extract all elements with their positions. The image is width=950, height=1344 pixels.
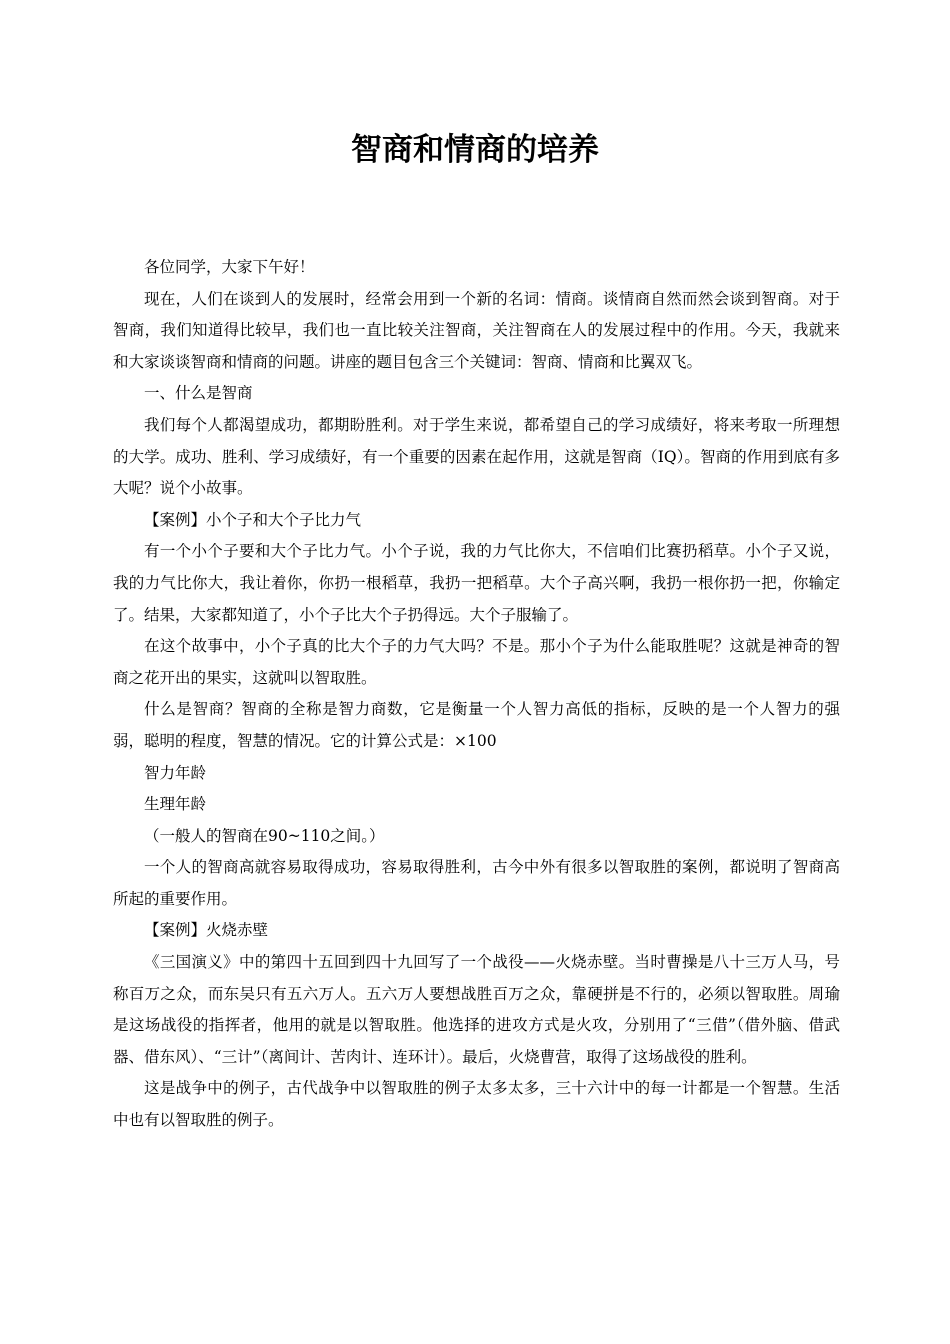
paragraph-story-analysis: 在这个故事中，小个子真的比大个子的力气大吗？不是。那小个子为什么能取胜呢？这就是神奇的智商之花开出的果实，这就叫以智取胜。	[113, 637, 840, 687]
case-heading-strength: 【案例】小个子和大个子比力气	[144, 510, 362, 529]
paragraph-iq-definition: 什么是智商？智商的全称是智力商数，它是衡量一个人智力高低的指标，反映的是一个人智力的强弱，聪明的程度，智慧的情况。它的计算公式是：×100	[113, 700, 840, 750]
paragraph-greeting: 各位同学，大家下午好！	[144, 258, 315, 276]
paragraph-story: 有一个小个子要和大个子比力气。小个子说，我的力气比你大，不信咱们比赛扔稻草。小个子又说，我的力气比你大，我让着你，你扔一根稻草，我扔一把稻草。大个子高兴啊，我扔一根你扔一把，你输定了。结果，大家都知道了，小个子比大个子扔得远。大个子服输了。	[113, 542, 840, 624]
document-title: 智商和情商的培养	[351, 132, 599, 168]
section-heading-what-is-iq: 一、什么是智商	[144, 384, 253, 403]
formula-denominator: 生理年龄	[144, 795, 207, 814]
document-body	[113, 252, 840, 1137]
case-heading-red-cliff: 【案例】火烧赤壁	[144, 921, 269, 940]
paragraph-iq-range: （一般人的智商在90~110之间。）	[144, 826, 385, 845]
formula-numerator: 智力年龄	[144, 763, 207, 782]
paragraph-red-cliff: 《三国演义》中的第四十五回到四十九回写了一个战役——火烧赤壁。当时曹操是八十三万人马，号称百万之众，而东吴只有五六万人。五六万人要想战胜百万之众，靠硬拼是不行的，必须以智取胜。周瑜是这场战役的指挥者，他用的就是以智取胜。他选择的进攻方式是火攻，分别用了“三借”（借外脑、借武器、借东风）、“三计”（离间计、苦肉计、连环计）。最后，火烧曹营，取得了这场战役的胜利。	[113, 953, 840, 1066]
paragraph-iq-importance: 一个人的智商高就容易取得成功，容易取得胜利，古今中外有很多以智取胜的案例，都说明了智商高所起的重要作用。	[113, 858, 840, 908]
paragraph-intro: 现在，人们在谈到人的发展时，经常会用到一个新的名词：情商。谈情商自然而然会谈到智商。对于智商，我们知道得比较早，我们也一直比较关注智商，关注智商在人的发展过程中的作用。今天，我就来和大家谈谈智商和情商的问题。讲座的题目包含三个关键词：智商、情商和比翼双飞。	[113, 289, 840, 371]
paragraph-success: 我们每个人都渴望成功，都期盼胜利。对于学生来说，都希望自己的学习成绩好，将来考取一所理想的大学。成功、胜利、学习成绩好，有一个重要的因素在起作用，这就是智商（IQ）。智商的作用到底有多大呢？说个小故事。	[113, 415, 840, 498]
paragraph-war-examples: 这是战争中的例子，古代战争中以智取胜的例子太多太多，三十六计中的每一计都是一个智慧。生活中也有以智取胜的例子。	[113, 1079, 840, 1130]
